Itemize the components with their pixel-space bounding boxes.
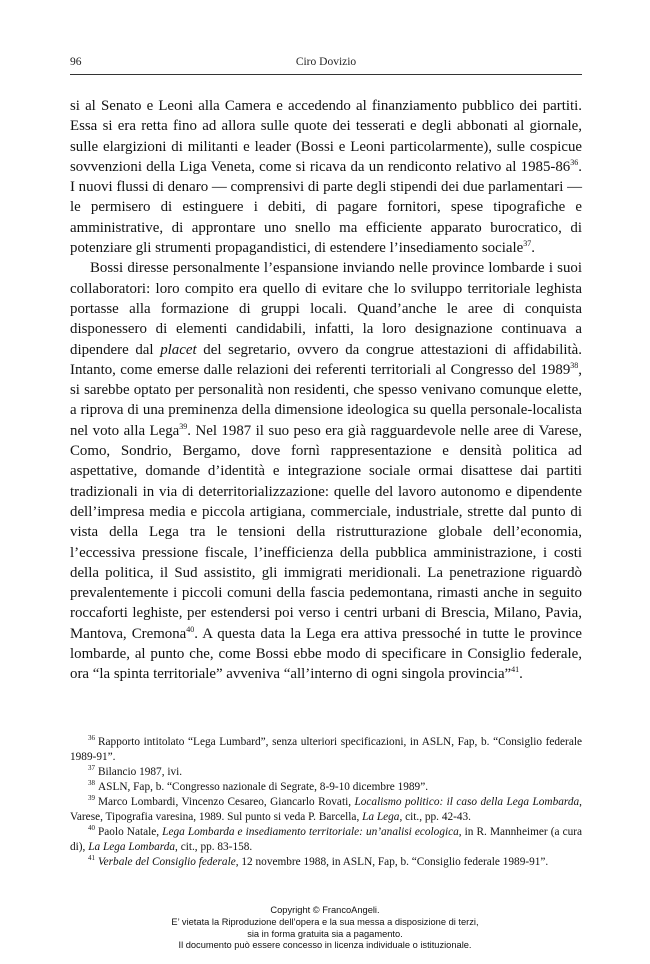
italic-placet: placet: [160, 341, 197, 358]
main-text: [70, 96, 582, 685]
paragraph-2: Bossi diresse personalmente l’espansione inviando nelle province lombarde i suoi collaboratori: loro compito era quello di evitare che lo sviluppo territoriale leghista portasse alla formazione di gruppi locali. Quand’anche le aree di conquista disponessero di elementi candidabili, infatti, la loro designazione continuava a dipendere dal placet del segretario, ovvero da congrue attestazioni di affidabilità. Intanto, come emerse dalle relazioni dei referenti territoriali al Congresso del 1989$^{38}$, si sarebbe optato per personalità non residenti, che spesso venivano comunque elette, a riprova di una preminenza della dimensione ideologica su quella personale-localista nel voto alla Lega$^{39}$. Nel 1987 il suo peso era già ragguardevole nelle aree di Varese, Como, Sondrio, Bergamo, dove fornì rappresentazione e densità politica ad aspettative, domande d’identità e integrazione sociale ormai disattese dai partiti tradizionali in via di deterritorializzazione: quelle del lavoro autonomo e dipendente dell’impresa media e piccola artigiana, commerciale, industriale, strette dal punto di vista della Lega tra le tensioni della ristrutturazione globale dell’economia, l’eccessiva pressione fiscale, l’inefficienza della pubblica amministrazione, i costi della politica, il Sud assistito, gli immigrati meridionali. La penetrazione riguardò prevalentemente i piccoli comuni della fascia pedemontana, rimasti anche in seguito roccaforti leghiste, per estendersi poi verso i centri urbani di Brescia, Milano, Pavia, Mantova, Cremona$^{40}$. A questa data la Lega era attiva pressoché in tutte le province lombarde, al punto che, come Bossi ebbe modo di specificare in Consiglio federale, ora “la spinta territoriale” avveniva “all’interno di ogni singola provincia”$^{41}$.: [70, 260, 583, 683]
copyright-line-4: Il documento può essere concesso in licenza individuale o istituzionale.: [178, 940, 472, 951]
page-number: 96: [70, 56, 82, 68]
footnote-ref-40[interactable]: 40: [186, 624, 195, 634]
footnote-36: $^{36}$ Rapporto intitolato “Lega Lumbard”, senza ulteriori specificazioni, in ASLN, Fap, b. “Consiglio federale 1989-91”.: [70, 734, 582, 763]
copyright-notice: [0, 905, 650, 952]
footnotes: [70, 735, 582, 870]
footnote-37: $^{37}$ Bilancio 1987, ivi.: [88, 764, 183, 778]
footnote-ref-39[interactable]: 39: [179, 421, 188, 431]
footnote-ref-36[interactable]: 36: [570, 157, 579, 167]
copyright-line-2: E’ vietata la Riproduzione dell’opera e la sua messa a disposizione di terzi,: [171, 916, 479, 927]
header-rule: [70, 74, 582, 75]
footnote-38: $^{38}$ ASLN, Fap, b. “Congresso nazionale di Segrate, 8-9-10 dicembre 1989”.: [88, 779, 429, 793]
copyright-line-1: Copyright © FrancoAngeli.: [270, 905, 380, 915]
footnote-40: $^{40}$ Paolo Natale, Lega Lombarda e insediamento territoriale: un’analisi ecologica, in R. Mannheimer (a cura di), La Lega Lombarda, cit., pp. 83-158.: [70, 824, 583, 853]
paragraph-1: si al Senato e Leoni alla Camera e accedendo al finanziamento pubblico dei partiti. Essa si era retta fino ad allora sulle quote dei tesserati e degli abbonati al giornale, sulle elargizioni di militanti e leader (Bossi e Leoni particolarmente), sulle cospicue sovvenzioni della Liga Veneta, come si ricava da un rendiconto relativo al $1985-86^{36}$. I nuovi flussi di denaro — comprensivi di parte degli stipendi dei due parlamentari — le permisero di estinguere i debiti, di pagare fornitori, spese tipografiche e amministrative, di approntare uno snello ma efficiente apparato burocratico, di potenziare gli strumenti propagandistici, di estendere l’insediamento sociale$^{37}$.: [70, 98, 582, 257]
footnote-39: $^{39}$ Marco Lombardi, Vincenzo Cesareo, Giancarlo Rovati, Localismo politico: il caso della Lega Lombarda, Varese, Tipografia varesina, 1989. Sul punto si veda P. Barcella, La Lega, cit., pp. 42-43.: [70, 794, 582, 823]
footnote-ref-41[interactable]: 41: [511, 665, 520, 675]
running-head-author: Ciro Dovizio: [295, 56, 357, 68]
footnote-41: $^{41}$ Verbale del Consiglio federale, 12 novembre 1988, in ASLN, Fap, b. “Consiglio federale 1989-91”.: [88, 854, 549, 868]
copyright-line-3: sia in forma gratuita sia a pagamento.: [247, 928, 403, 939]
footnote-ref-37[interactable]: 37: [523, 239, 532, 249]
footnote-ref-38[interactable]: 38: [570, 360, 579, 370]
